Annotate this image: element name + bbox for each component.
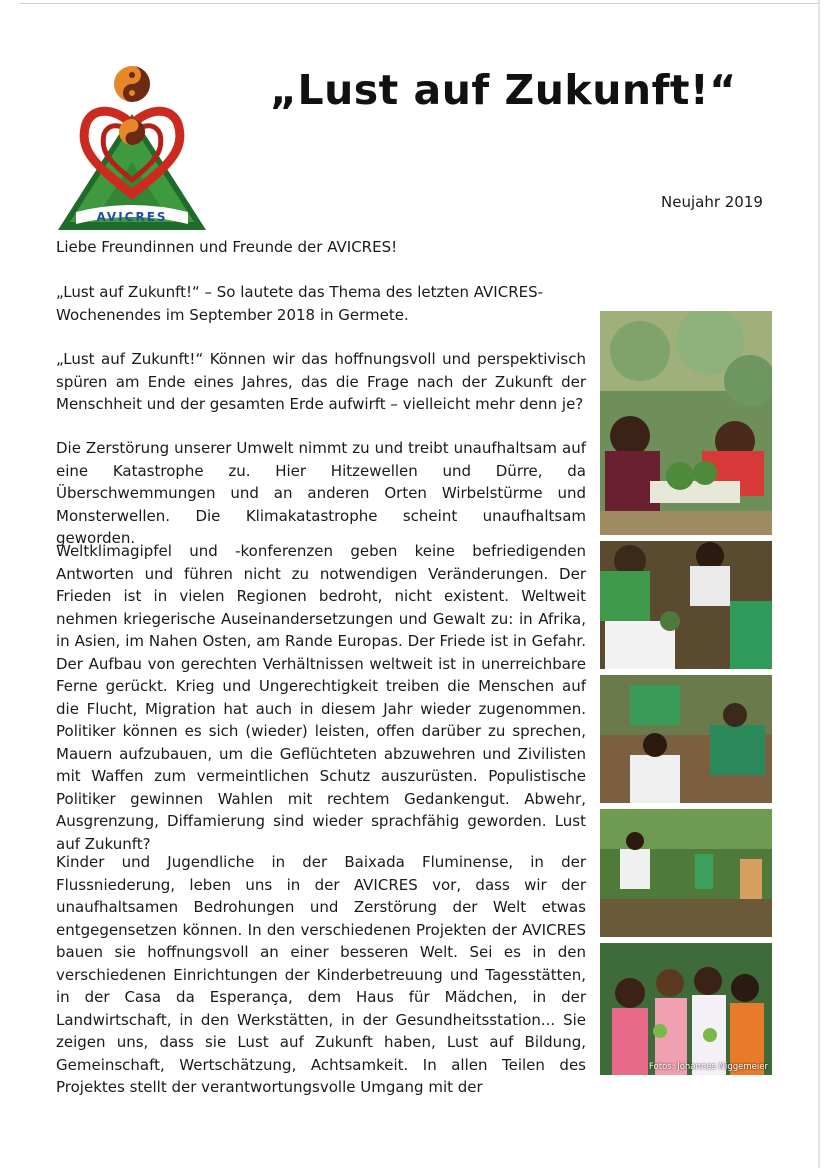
photo-kids-planting [600, 541, 772, 669]
greeting: Liebe Freundinnen und Freunde der AVICRES! [56, 238, 398, 256]
scan-edge-top [20, 3, 820, 4]
issue-date: Neujahr 2019 [661, 193, 763, 211]
paragraph-5: Kinder und Jugendliche in der Baixada Fluminense, in der Flussniederung, leben uns in der AVICRES vor, dass wir der unaufhaltsamen Bedrohungen und Zerstörung der Welt etwas entgegensetzen können. In den verschiedenen Projekten der AVICRES bauen sie hoffnungsvoll an einer besseren Welt. Sei es in den verschiedenen Einrichtungen der Kinderbetreuung und Tagesstätten, in der Casa da Esperança, dem Haus für Mädchen, in der Landwirtschaft, in den Werkstätten, in der Gesundheitsstation... Sie zeigen uns, dass sie Lust auf Zukunft haben, Lust auf Bildung, Gemeinschaft, Wertschätzung, Achtsamkeit. In allen Teilen des Projektes stellt der verantwortungsvolle Umgang mit der [56, 853, 586, 1096]
photo-garden-kids [600, 809, 772, 937]
photo-column [600, 311, 772, 1081]
photo-field-work [600, 675, 772, 803]
photo-garden-girls [600, 311, 772, 535]
paragraph-4: Weltklimagipfel und -konferenzen geben keine befriedigenden Antworten und führen nicht zu notwendigen Veränderungen. Der Frieden ist in vielen Regionen bedroht, nicht existent. Weltweit nehmen kriegerische Auseinandersetzungen und Gewalt zu: in Afrika, in Asien, im Nahen Osten, am Rande Europas. Der Friede ist in Gefahr. Der Aufbau von gerechten Verhältnissen weltweit ist in unerreichbare Ferne gerückt. Krieg und Ungerechtigkeit treiben die Menschen auf die Flucht, Migration hat auch in diesem Jahr wieder zugenommen. Politiker können es sich (wieder) leisten, offen darüber zu sprechen, Mauern aufzubauen, um die Geflüchteten abzuwehren und Zivilisten mit Waffen zum vermeintlichen Schutz auszurüsten. Populistische Politiker gewinnen Wahlen mit rechtem Gedankengut. Abwehr, Ausgrenzung, Diffamierung sind wieder sprachfähig geworden. Lust auf Zukunft? [56, 542, 586, 853]
avicres-logo [56, 62, 208, 234]
scan-edge-right [818, 0, 820, 1168]
page-title: „Lust auf Zukunft!“ [270, 66, 737, 114]
photo-children-group [600, 943, 772, 1075]
logo-text: AVICRES [96, 210, 168, 224]
paragraph-1: „Lust auf Zukunft!“ – So lautete das Thema des letzten AVICRES-Wochenendes im September 2018 in Germete. [56, 283, 544, 324]
paragraph-3: Die Zerstörung unserer Umwelt nimmt zu und treibt unaufhaltsam auf eine Katastrophe zu. Hier Hitzewellen und Dürre, da Überschwemmungen und an anderen Orten Wirbelstürme und Monsterwellen. Die Klimakatastrophe scheint unaufhaltsam geworden. [56, 439, 586, 547]
paragraph-2: „Lust auf Zukunft!“ Können wir das hoffnungsvoll und perspektivisch spüren am Ende eines Jahres, das die Frage nach der Zukunft der Menschheit und der gesamten Erde aufwirft – vielleicht mehr denn je? [56, 350, 586, 413]
photo-credit: Fotos: Johannes Niggemeier [648, 1062, 768, 1072]
